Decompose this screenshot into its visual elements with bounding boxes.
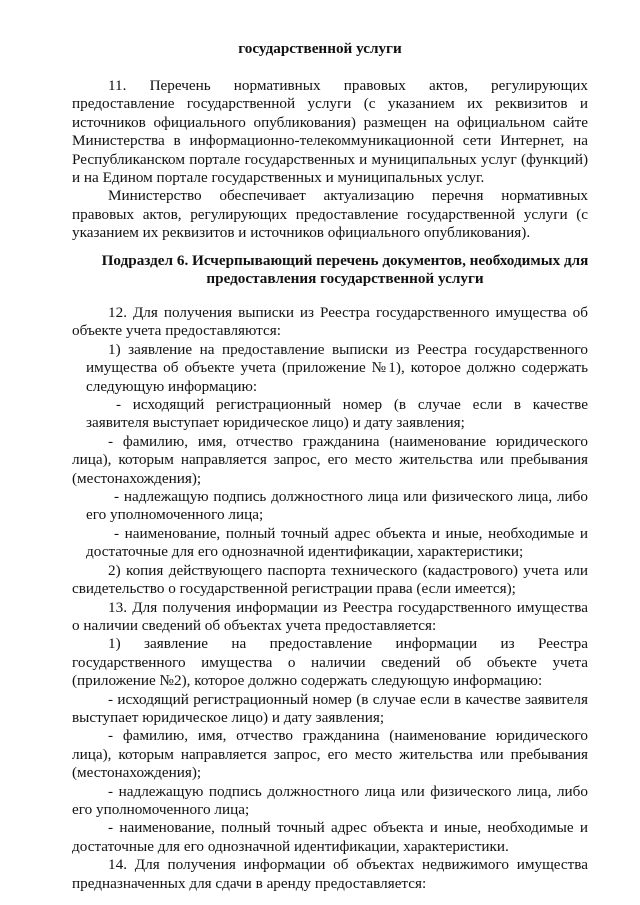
paragraph-12-item-1: 1) заявление на предоставление выписки из Реестра государственного имущества об объекте учета (приложение №1), которое должно содержать следующую информацию: — [86, 340, 588, 395]
section-12 — [72, 304, 588, 893]
paragraph-13-dash-3: - надлежащую подпись должностного лица или физического лица, либо его уполномоченного лица; — [72, 782, 588, 818]
paragraph-14: 14. Для получения информации об объектах недвижимого имущества предназначенных для сдачи в аренду предоставляется: — [72, 856, 588, 892]
paragraph-13-dash-1: - исходящий регистрационный номер (в случае если в качестве заявителя выступает юридическое лицо) и дату заявления; — [72, 690, 588, 726]
paragraph-11-update: Министерство обеспечивает актуализацию перечня нормативных правовых актов, регулирующих предоставление государственной услуги (с указанием их реквизитов и источников официального опубликования). — [72, 187, 588, 242]
section-11 — [72, 77, 588, 243]
paragraph-12-dash-1: - исходящий регистрационный номер (в случае если в качестве заявителя выступает юридическое лицо) и дату заявления; — [86, 396, 588, 432]
paragraph-11: 11. Перечень нормативных правовых актов, регулирующих предоставление государственной услуги (с указанием их реквизитов и источников официального опубликования) размещен на официальном сайте Министерства в информационно-телекоммуникационной сети Интернет, на Республиканском портале государственных и муниципальных услуг (функций) и на Едином портале государственных и муниципальных услуг. — [72, 77, 588, 187]
paragraph-13: 13. Для получения информации из Реестра государственного имущества о наличии сведений об объектах учета предоставляется: — [72, 598, 588, 634]
paragraph-13-dash-4: - наименование, полный точный адрес объекта и иные, необходимые и достаточные для его однозначной идентификации, характеристики. — [72, 819, 588, 855]
paragraph-12-dash-4: - наименование, полный точный адрес объекта и иные, необходимые и достаточные для его однозначной идентификации, характеристики; — [86, 524, 588, 561]
subsection-6-title: Подраздел 6. Исчерпывающий перечень документов, необходимых для предоставления государственной услуги — [101, 252, 589, 288]
paragraph-12-dash-2: - фамилию, имя, отчество гражданина (наименование юридического лица), которым направляется запрос, его место жительства или пребывания (местонахождения); — [72, 432, 588, 487]
paragraph-12-item-2: 2) копия действующего паспорта технического (кадастрового) учета или свидетельство о государственной регистрации права (если имеется); — [72, 561, 588, 598]
paragraph-12-dash-3: - надлежащую подпись должностного лица или физического лица, либо его уполномоченного лица; — [86, 488, 588, 524]
paragraph-13-dash-2: - фамилию, имя, отчество гражданина (наименование юридического лица), которым направляется запрос, его место жительства или пребывания (местонахождения); — [72, 727, 588, 782]
paragraph-13-item-1: 1) заявление на предоставление информации из Реестра государственного имущества о наличии сведений об объекте учета (приложение №2), которое должно содержать следующую информацию: — [72, 635, 588, 690]
paragraph-12: 12. Для получения выписки из Реестра государственного имущества об объекте учета предоставляются: — [72, 304, 588, 340]
page-heading: государственной услуги — [238, 40, 402, 57]
